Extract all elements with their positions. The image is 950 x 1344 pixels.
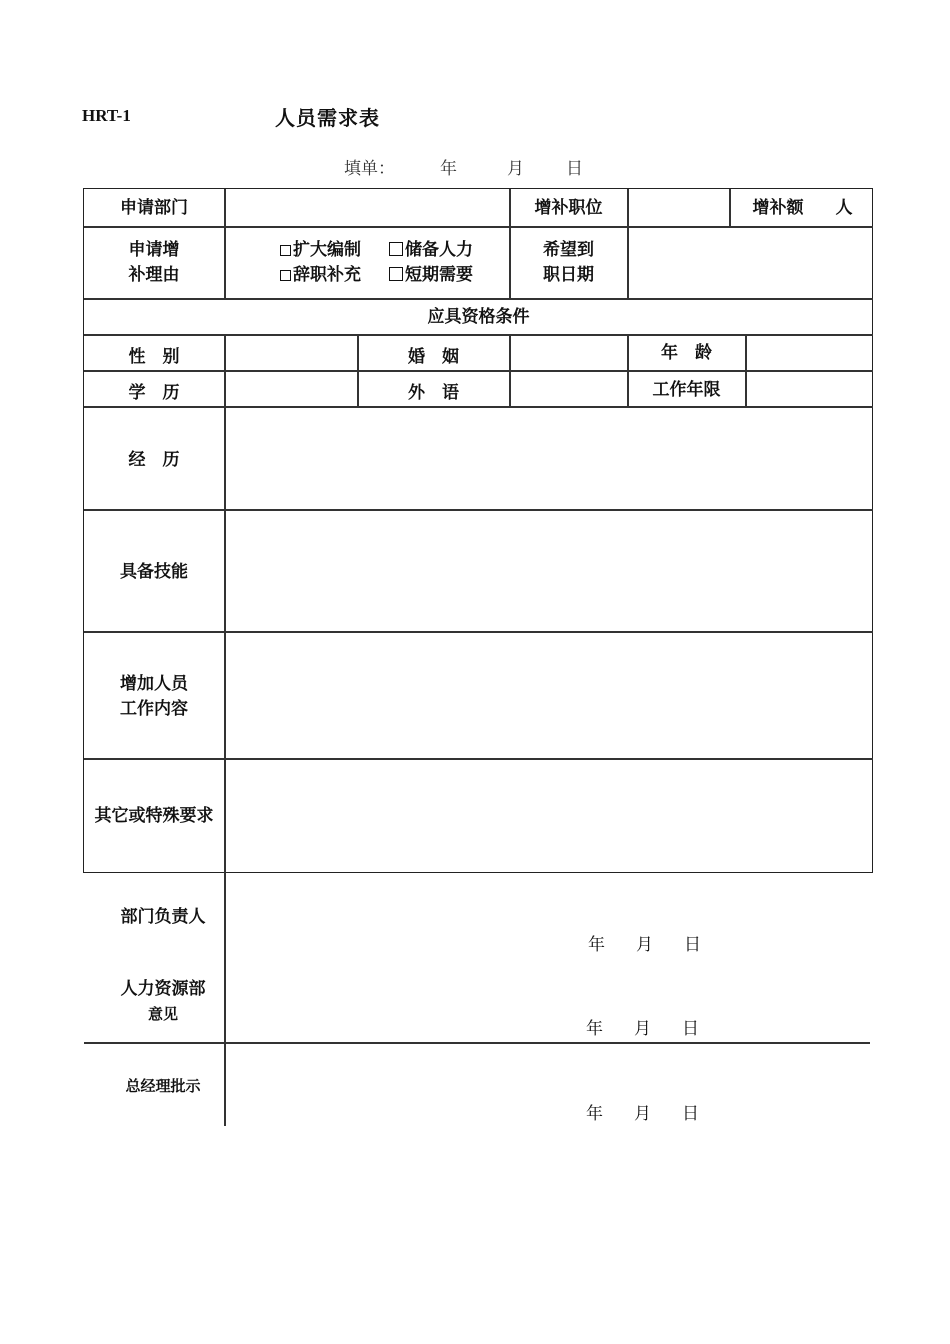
approval-divider: [84, 1042, 870, 1044]
hr-opinion-date: 年 月 日: [586, 1019, 699, 1039]
option-reserve-staff[interactable]: 储备人力: [389, 238, 473, 263]
position-label: 增补职位: [534, 198, 603, 218]
skills-field[interactable]: [227, 511, 872, 630]
hr-opinion-label-line1: 人力资源部: [120, 979, 206, 999]
experience-label: 经 历: [128, 450, 180, 470]
checkbox-icon: [389, 242, 403, 256]
fill-date-label: 填单：: [344, 159, 395, 179]
col-divider: [509, 334, 511, 407]
fill-date-month: 月: [507, 159, 524, 179]
qualifications-header: 应具资格条件: [427, 307, 530, 327]
skills-label: 具备技能: [120, 562, 188, 582]
work-content-label-line2: 工作内容: [120, 699, 188, 719]
education-label: 学 历: [128, 383, 180, 403]
checkbox-icon: [280, 270, 291, 281]
hr-opinion-field[interactable]: [227, 962, 872, 1040]
work-years-label: 工作年限: [652, 380, 721, 400]
hr-opinion-label-line2: 意见: [147, 1005, 178, 1023]
gm-approval-date: 年 月 日: [586, 1104, 699, 1124]
dept-label: 申请部门: [120, 198, 188, 218]
education-field[interactable]: [227, 372, 356, 405]
fill-date-day: 日: [566, 159, 583, 179]
checkbox-icon: [389, 267, 403, 281]
work-content-label-line1: 增加人员: [120, 674, 188, 694]
hope-date-label-line2: 职日期: [543, 265, 594, 285]
quota-unit: 人: [835, 198, 853, 218]
reason-label-line2: 补理由: [128, 265, 180, 285]
gender-label: 性 别: [128, 347, 180, 367]
marriage-field[interactable]: [512, 336, 626, 369]
col-divider: [745, 334, 747, 407]
age-field[interactable]: [748, 336, 872, 369]
experience-field[interactable]: [227, 408, 872, 508]
col-divider: [224, 189, 226, 299]
option-short-term-need[interactable]: 短期需要: [389, 263, 473, 288]
hope-date-label-line1: 希望到: [543, 240, 594, 260]
fill-date-year: 年: [440, 159, 457, 179]
other-requirements-label: 其它或特殊要求: [94, 806, 214, 826]
quota-label: 增补额: [752, 198, 804, 218]
checkbox-icon: [280, 245, 291, 256]
language-field[interactable]: [512, 372, 626, 405]
page-title: 人员需求表: [275, 106, 380, 130]
marriage-label: 婚 姻: [408, 347, 459, 367]
position-field[interactable]: [630, 190, 728, 225]
gm-approval-field[interactable]: [227, 1045, 872, 1125]
hope-date-field[interactable]: [630, 228, 872, 297]
gender-field[interactable]: [227, 336, 356, 369]
row-divider: [84, 298, 873, 300]
col-divider: [729, 189, 731, 227]
reason-label-line1: 申请增: [128, 240, 180, 260]
col-divider: [627, 189, 629, 299]
dept-head-date: 年 月 日: [588, 935, 701, 955]
other-requirements-field[interactable]: [227, 760, 872, 871]
age-label: 年 龄: [661, 343, 712, 363]
work-content-field[interactable]: [227, 633, 872, 757]
dept-head-label: 部门负责人: [120, 907, 206, 927]
option-resignation-replacement[interactable]: 辞职补充: [280, 263, 361, 288]
option-expand-headcount[interactable]: 扩大编制: [280, 238, 361, 263]
work-years-field[interactable]: [748, 372, 872, 405]
dept-field[interactable]: [227, 190, 508, 225]
gm-approval-label: 总经理批示: [125, 1077, 201, 1095]
form-code: HRT-1: [82, 106, 131, 125]
language-label: 外 语: [408, 383, 459, 403]
dept-head-signature-field[interactable]: [227, 880, 872, 960]
